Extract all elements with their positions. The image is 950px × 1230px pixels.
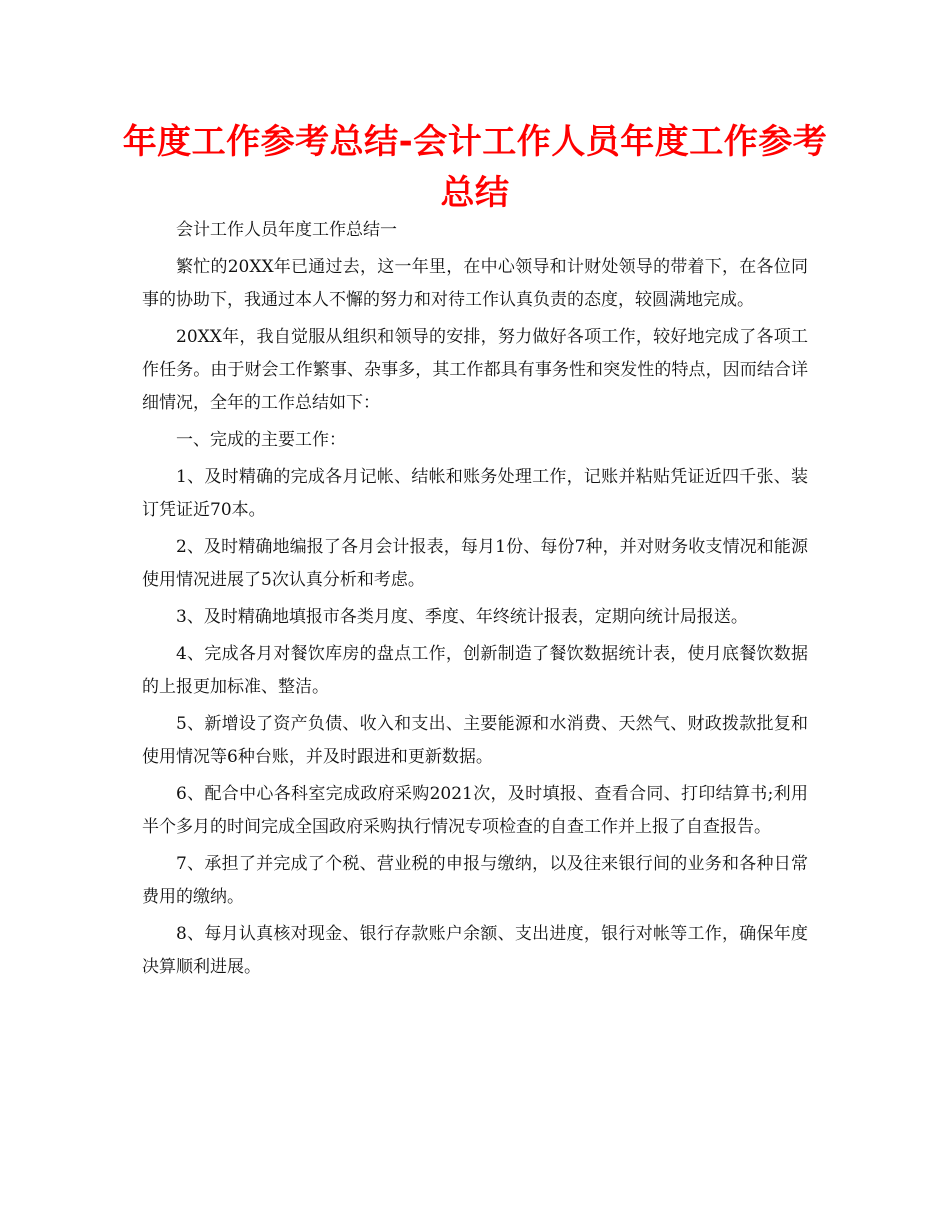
list-item: 6、配合中心各科室完成政府采购2021次，及时填报、查看合同、打印结算书;利用半个多月的时间完成全国政府采购执行情况专项检查的自查工作并上报了自查报告。 <box>142 784 808 837</box>
list-item: 4、完成各月对餐饮库房的盘点工作，创新制造了餐饮数据统计表，使月底餐饮数据的上报更加标准、整洁。 <box>142 644 808 697</box>
document-title: 年度工作参考总结-会计工作人员年度工作参考总结 <box>122 122 828 213</box>
list-item: 1、及时精确的完成各月记帐、结帐和账务处理工作，记账并粘贴凭证近四千张、装订凭证近70本。 <box>142 467 808 520</box>
list-item: 3、及时精确地填报市各类月度、季度、年终统计报表，定期向统计局报送。 <box>176 607 748 627</box>
list-item: 7、承担了并完成了个税、营业税的申报与缴纳，以及往来银行间的业务和各种日常费用的缴纳。 <box>142 854 808 907</box>
list-item: 2、及时精确地编报了各月会计报表，每月1份、每份7种，并对财务收支情况和能源使用情况进展了5次认真分析和考虑。 <box>142 537 808 590</box>
paragraph: 繁忙的20XX年已通过去，这一年里，在中心领导和计财处领导的带着下，在各位同事的协助下，我通过本人不懈的努力和对待工作认真负责的态度，较圆满地完成。 <box>142 257 808 310</box>
list-item: 8、每月认真核对现金、银行存款账户余额、支出进度，银行对帐等工作，确保年度决算顺利进展。 <box>142 924 808 977</box>
list-item: 5、新增设了资产负债、收入和支出、主要能源和水消费、天然气、财政拨款批复和使用情况等6种台账，并及时跟进和更新数据。 <box>142 714 808 767</box>
section-heading: 会计工作人员年度工作总结一 <box>176 220 397 240</box>
document-body <box>142 214 808 988</box>
paragraph: 20XX年，我自觉服从组织和领导的安排，努力做好各项工作，较好地完成了各项工作任务。由于财会工作繁事、杂事多，其工作都具有事务性和突发性的特点，因而结合详细情况，全年的工作总结如下： <box>142 327 808 413</box>
section-heading: 一、完成的主要工作： <box>176 430 346 450</box>
